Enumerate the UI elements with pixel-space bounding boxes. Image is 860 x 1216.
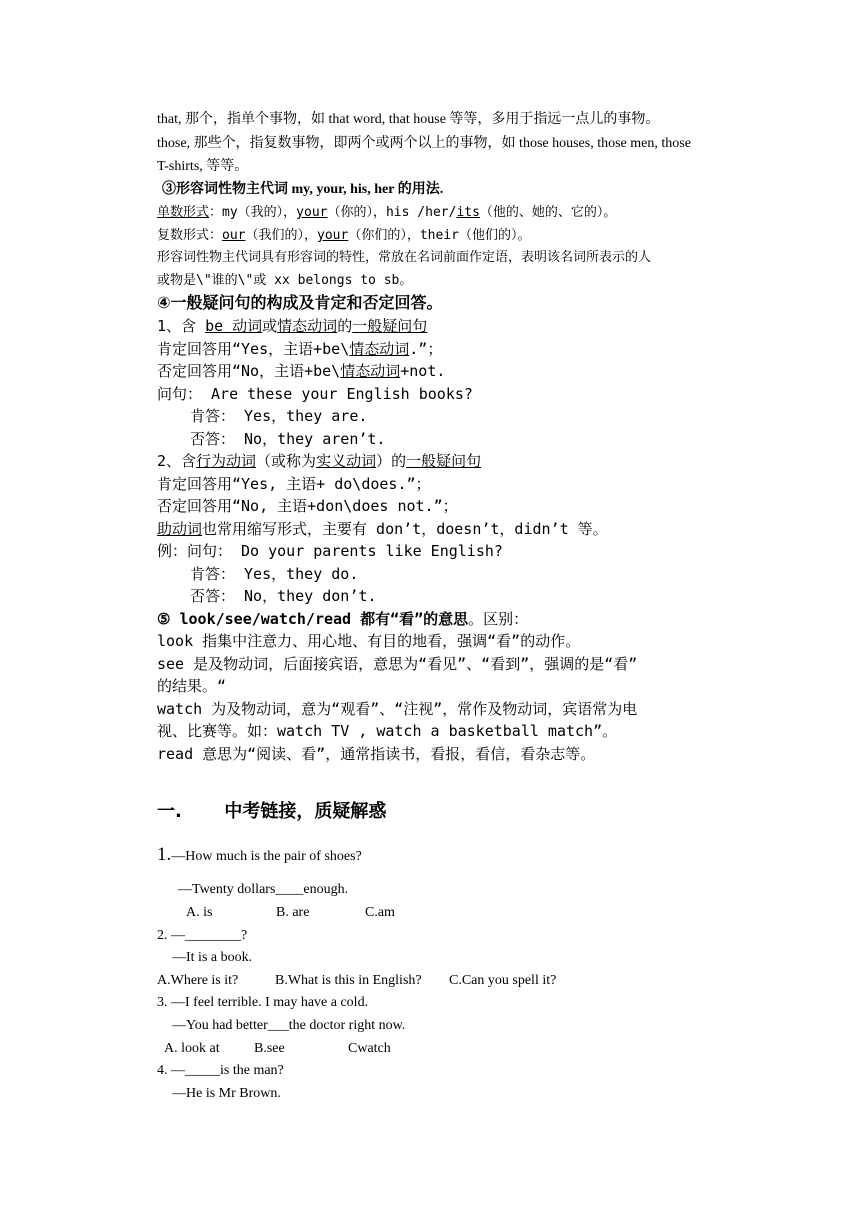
word-its: its [456,205,480,220]
section-heading [157,797,386,823]
question-3-answer: —You had better___the doctor right now. [172,1018,406,1033]
question-1: 1.—How much is the pair of shoes? [157,844,362,865]
rule1-yes: 肯定回答用“Yes，主语+be\情态动词.”； [157,340,443,358]
that-explanation: that, 那个，指单个事物，如 that word, that house 等等，多用于指远一点儿的事物。 [157,112,660,127]
question-4: 4. —_____is the man? [157,1063,284,1078]
question-1-number: 1. [157,844,172,865]
plural-label: 复数形式 [157,228,210,243]
question-3-option-a: A. look at [164,1041,220,1056]
rule2-question-example: 例：问句： Do your parents like English? [157,542,503,560]
section-title: 中考链接，质疑解惑 [224,801,387,822]
section-number: 一. [157,801,182,822]
question-1-option-a: A. is [186,905,213,920]
read-explanation: read 意思为“阅读、看”，通常指读书，看报，看信，看杂志等。 [157,745,596,763]
rule2-yes-example: 肯答： Yes，they do. [190,565,359,583]
word-our: our [222,228,246,243]
question-3-option-c: Cwatch [348,1041,391,1056]
rule2-no-example: 否答： No，they don’t. [190,587,377,605]
adjective-property-line1: 形容词性物主代词具有形容词的特性，常放在名词前面作定语，表明该名词所表示的人 [157,250,652,265]
question-2-option-c: C.Can you spell it? [449,973,557,988]
question-4-answer: —He is Mr Brown. [172,1086,281,1101]
rule2-yes: 肯定回答用“Yes, 主语+ do\does.”； [157,475,431,493]
heading-yes-no-questions: ④一般疑问句的构成及肯定和否定回答。 [157,293,443,312]
rule2-auxiliary: 助动词也常用缩写形式，主要有 don’t，doesn’t，didn’t 等。 [157,520,608,538]
heading-possessive-adjectives: ③形容词性物主代词 my, your, his, her 的用法. [162,182,444,197]
question-1-answer: —Twenty dollars____enough. [178,882,349,897]
singular-label: 单数形式 [157,205,210,220]
question-2-option-b: B.What is this in English? [275,973,422,988]
heading-look-see-watch-read: ⑤ look/see/watch/read 都有“看”的意思。区别： [157,610,529,628]
see-explanation-line1: see 是及物动词，后面接宾语，意思为“看见”、“看到”，强调的是“看” [157,655,638,673]
singular-forms: 单数形式：my（我的），your（你的），his /her/its（他的、她的、它的）。 [157,205,617,220]
rule1-title: 1、含 be 动词或情态动词的一般疑问句 [157,317,428,335]
rule1-no: 否定回答用“No，主语+be\情态动词+not. [157,362,446,380]
adjective-property-line2: 或物是\"谁的\"或 xx belongs to sb。 [157,273,413,288]
watch-explanation-line2: 视、比赛等。如：watch TV , watch a basketball match”。 [157,722,618,740]
question-2: 2. —________? [157,928,248,943]
look-explanation: look 指集中注意力、用心地、有目的地看，强调“看”的动作。 [157,632,581,650]
rule2-no: 否定回答用“No, 主语+don\does not.”； [157,497,458,515]
question-2-answer: —It is a book. [172,950,253,965]
rule1-no-example: 否答： No，they aren’t. [190,430,386,448]
rule1-yes-example: 肯答： Yes，they are. [190,407,368,425]
rule1-question-example: 问句： Are these your English books? [157,385,473,403]
watch-explanation-line1: watch 为及物动词，意为“观看”、“注视”，常作及物动词，宾语常为电 [157,700,638,718]
word-your: your [296,205,328,220]
word-your-plural: your [317,228,349,243]
those-explanation-line1: those, 那些个，指复数事物，即两个或两个以上的事物，如 those houses, those men, those [157,136,691,151]
plural-forms: 复数形式：our（我们的），your（你们的），their（他们的）。 [157,228,531,243]
those-explanation-line2: T-shirts, 等等。 [157,159,249,174]
question-2-option-a: A.Where is it? [157,973,239,988]
question-1-option-b: B. are [276,905,310,920]
question-3-option-b: B.see [254,1041,285,1056]
question-3: 3. —I feel terrible. I may have a cold. [157,995,369,1010]
question-1-option-c: C.am [365,905,395,920]
see-explanation-line2: 的结果。“ [157,677,227,695]
rule2-title: 2、含行为动词（或称为实义动词）的一般疑问句 [157,452,482,470]
